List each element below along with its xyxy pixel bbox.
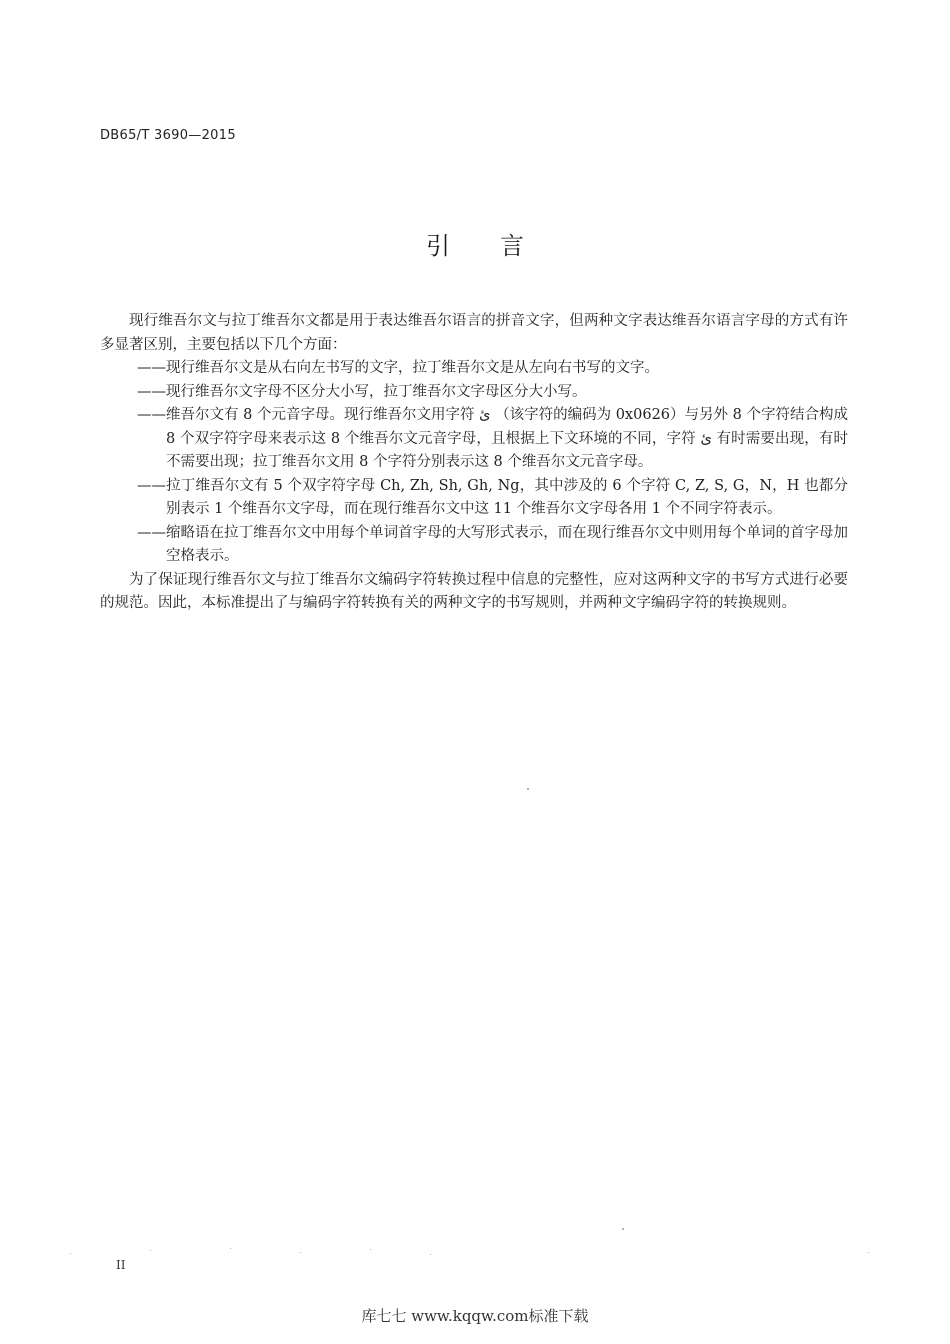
list-item-letter-case: ——现行维吾尔文字母不区分大小写，拉丁维吾尔文字母区分大小写。 bbox=[137, 383, 587, 400]
page-number: II bbox=[116, 1258, 126, 1272]
scan-speck bbox=[430, 1254, 431, 1255]
introduction-body bbox=[100, 310, 848, 616]
section-title: 引言 bbox=[426, 232, 574, 260]
scan-speck bbox=[150, 1250, 151, 1251]
document-code: DB65/T 3690—2015 bbox=[100, 128, 236, 143]
scan-speck bbox=[527, 788, 529, 790]
scan-speck bbox=[868, 1252, 869, 1253]
scan-speck bbox=[370, 1249, 371, 1250]
intro-paragraph: 现行维吾尔文与拉丁维吾尔文都是用于表达维吾尔语言的拼音文字，但两种文字表达维吾尔语言字母的方式有许多显著区别，主要包括以下几个方面： bbox=[100, 313, 848, 353]
scan-speck bbox=[70, 1253, 71, 1254]
scan-speck bbox=[300, 1252, 301, 1253]
footer-watermark: 库七七 www.kqqw.com标准下载 bbox=[361, 1307, 589, 1325]
scan-speck bbox=[230, 1248, 231, 1249]
scan-speck bbox=[622, 1228, 624, 1230]
closing-paragraph: 为了保证现行维吾尔文与拉丁维吾尔文编码字符转换过程中信息的完整性，应对这两种文字的书写方式进行必要的规范。因此，本标准提出了与编码字符转换有关的两种文字的书写规则，并两种文字编码字符的转换规则。 bbox=[100, 571, 848, 611]
list-item-digraphs: ——拉丁维吾尔文有 5 个双字符字母 Ch, Zh, Sh, Gh, Ng，其中涉及的 6 个字符 C, Z, S, G，N，H 也都分别表示 1 个维吾尔文字母，而在现行维吾尔文中这 11 个维吾尔文字母各用 1 个不同字符表示。 bbox=[137, 477, 848, 517]
list-item-vowels: ——维吾尔文有 8 个元音字母。现行维吾尔文用字符 ئ （该字符的编码为 0x0626）与另外 8 个字符结合构成 8 个双字符字母来表示这 8 个维吾尔文元音字母，且根据上下文环境的不同，字符 ئ 有时需要出现，有时不需要出现；拉丁维吾尔文用 8 个字符分别表示这 8 个维吾尔文元音字母。 bbox=[137, 407, 849, 470]
list-item-abbreviations: ——缩略语在拉丁维吾尔文中用每个单词首字母的大写形式表示，而在现行维吾尔文中则用每个单词的首字母加空格表示。 bbox=[137, 524, 848, 564]
list-item-writing-direction: ——现行维吾尔文是从右向左书写的文字，拉丁维吾尔文是从左向右书写的文字。 bbox=[137, 360, 659, 376]
